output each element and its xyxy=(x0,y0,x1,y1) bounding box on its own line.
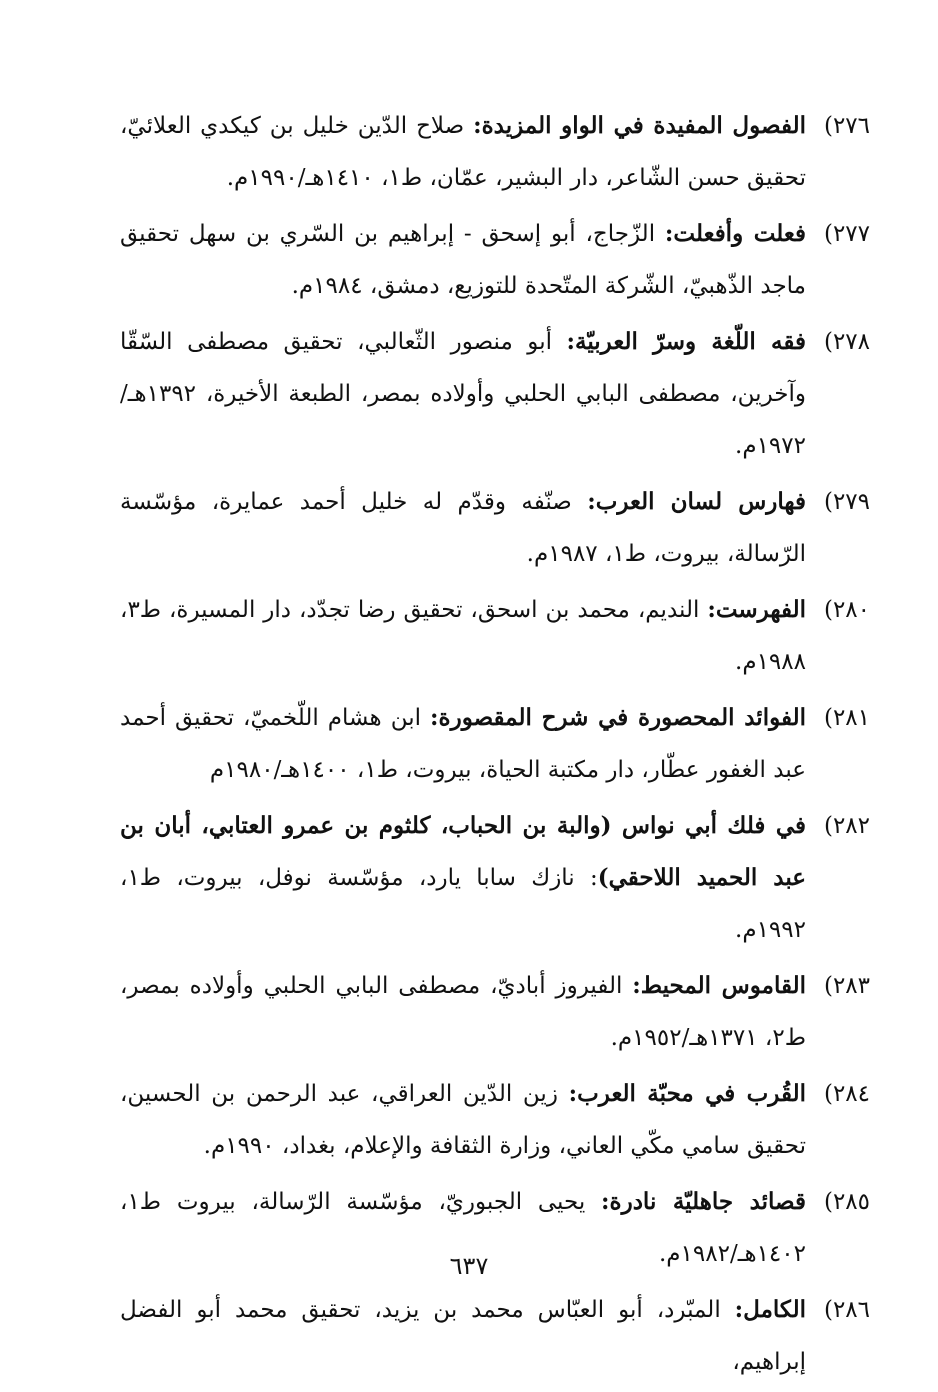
entry-title: الكامل: xyxy=(734,1296,806,1323)
entry-title: قصائد جاهليّة نادرة: xyxy=(601,1188,806,1215)
entry-details: الزّجاج، أبو إسحق - إبراهيم بن السّري بن سهل تحقيق ماجد الذّهبيّ، الشّركة المتّحدة للتوزيع، دمشق، ١٩٨٤م. xyxy=(120,221,806,299)
entry-number: ٢٧٧) xyxy=(823,221,870,247)
bibliography-entry xyxy=(120,100,870,204)
entry-number: ٢٨٤) xyxy=(823,1081,870,1107)
bibliography-entry xyxy=(120,584,870,688)
bibliography-entry xyxy=(120,1284,870,1388)
entry-details: صلاح الدّين خليل بن كيكدي العلائيّ، تحقيق حسن الشّاعر، دار البشير، عمّان، ط١، ١٤١٠هـ/١٩٩٠م. xyxy=(120,113,806,191)
entry-number: ٢٨٠) xyxy=(823,597,870,623)
entry-title: الفوائد المحصورة في شرح المقصورة: xyxy=(430,704,806,731)
entry-details: ابن هشام اللّخميّ، تحقيق أحمد عبد الغفور عطّار، دار مكتبة الحياة، بيروت، ط١، ١٤٠٠هـ/١٩٨٠م xyxy=(120,705,806,783)
entry-title: القاموس المحيط: xyxy=(632,972,806,999)
entry-number: ٢٨٣) xyxy=(823,973,870,999)
entry-number: ٢٨٥) xyxy=(823,1189,870,1215)
entry-number: ٢٨٢) xyxy=(823,813,870,839)
bibliography-entry xyxy=(120,476,870,580)
entry-details: الفيروز أباديّ، مصطفى البابي الحلبي وأولاده بمصر، ط٢، ١٣٧١هـ/١٩٥٢م. xyxy=(120,973,806,1051)
bibliography-entry xyxy=(120,800,870,956)
entry-number: ٢٨١) xyxy=(823,705,870,731)
entry-title: القُرب في محبّة العرب: xyxy=(568,1080,806,1107)
entry-details: أبو منصور الثّعالبي، تحقيق مصطفى السّقّا وآخرين، مصطفى البابي الحلبي وأولاده بمصر، الطبعة الأخيرة، ١٣٩٢هـ/١٩٧٢م. xyxy=(120,329,806,459)
entry-title: فعلت وأفعلت: xyxy=(664,220,806,247)
entry-title: الفصول المفيدة في الواو المزيدة: xyxy=(473,112,806,139)
entry-title: الفهرست: xyxy=(707,596,806,623)
entry-number: ٢٧٩) xyxy=(823,489,870,515)
entry-number: ٢٨٦) xyxy=(823,1297,870,1323)
entry-title: فهارس لسان العرب: xyxy=(587,488,806,515)
entry-number: ٢٧٦) xyxy=(823,113,870,139)
entry-details: النديم، محمد بن اسحق، تحقيق رضا تجدّد، دار المسيرة، ط٣، ١٩٨٨م. xyxy=(120,597,806,675)
page-number: ٦٣٧ xyxy=(449,1252,489,1280)
entry-number: ٢٧٨) xyxy=(823,329,870,355)
entry-details: صنّفه وقدّم له خليل أحمد عمايرة، مؤسّسة الرّسالة، بيروت، ط١، ١٩٨٧م. xyxy=(120,489,806,567)
bibliography-entry xyxy=(120,1068,870,1172)
bibliography-entry xyxy=(120,960,870,1064)
entry-title: فقه اللّغة وسرّ العربيّة: xyxy=(566,328,806,355)
entry-title: في فلك أبي نواس (والبة بن الحباب، كلثوم بن عمرو العتابي، أبان بن عبد الحميد اللاحقي) xyxy=(120,812,806,891)
bibliography-page xyxy=(120,100,870,1392)
bibliography-entry xyxy=(120,692,870,796)
entry-details: يحيى الجبوريّ، مؤسّسة الرّسالة، بيروت ط١، ١٤٠٢هـ/١٩٨٢م. xyxy=(120,1189,806,1267)
bibliography-entry xyxy=(120,316,870,472)
entry-details: : نازك سابا يارد، مؤسّسة نوفل، بيروت، ط١، ١٩٩٢م. xyxy=(120,865,806,943)
entry-details: زين الدّين العراقي، عبد الرحمن بن الحسين، تحقيق سامي مكّي العاني، وزارة الثقافة والإعلام، بغداد، ١٩٩٠م. xyxy=(120,1081,806,1159)
entry-details: المبّرد، أبو العبّاس محمد بن يزيد، تحقيق محمد أبو الفضل إبراهيم، xyxy=(120,1297,806,1375)
bibliography-entry xyxy=(120,208,870,312)
